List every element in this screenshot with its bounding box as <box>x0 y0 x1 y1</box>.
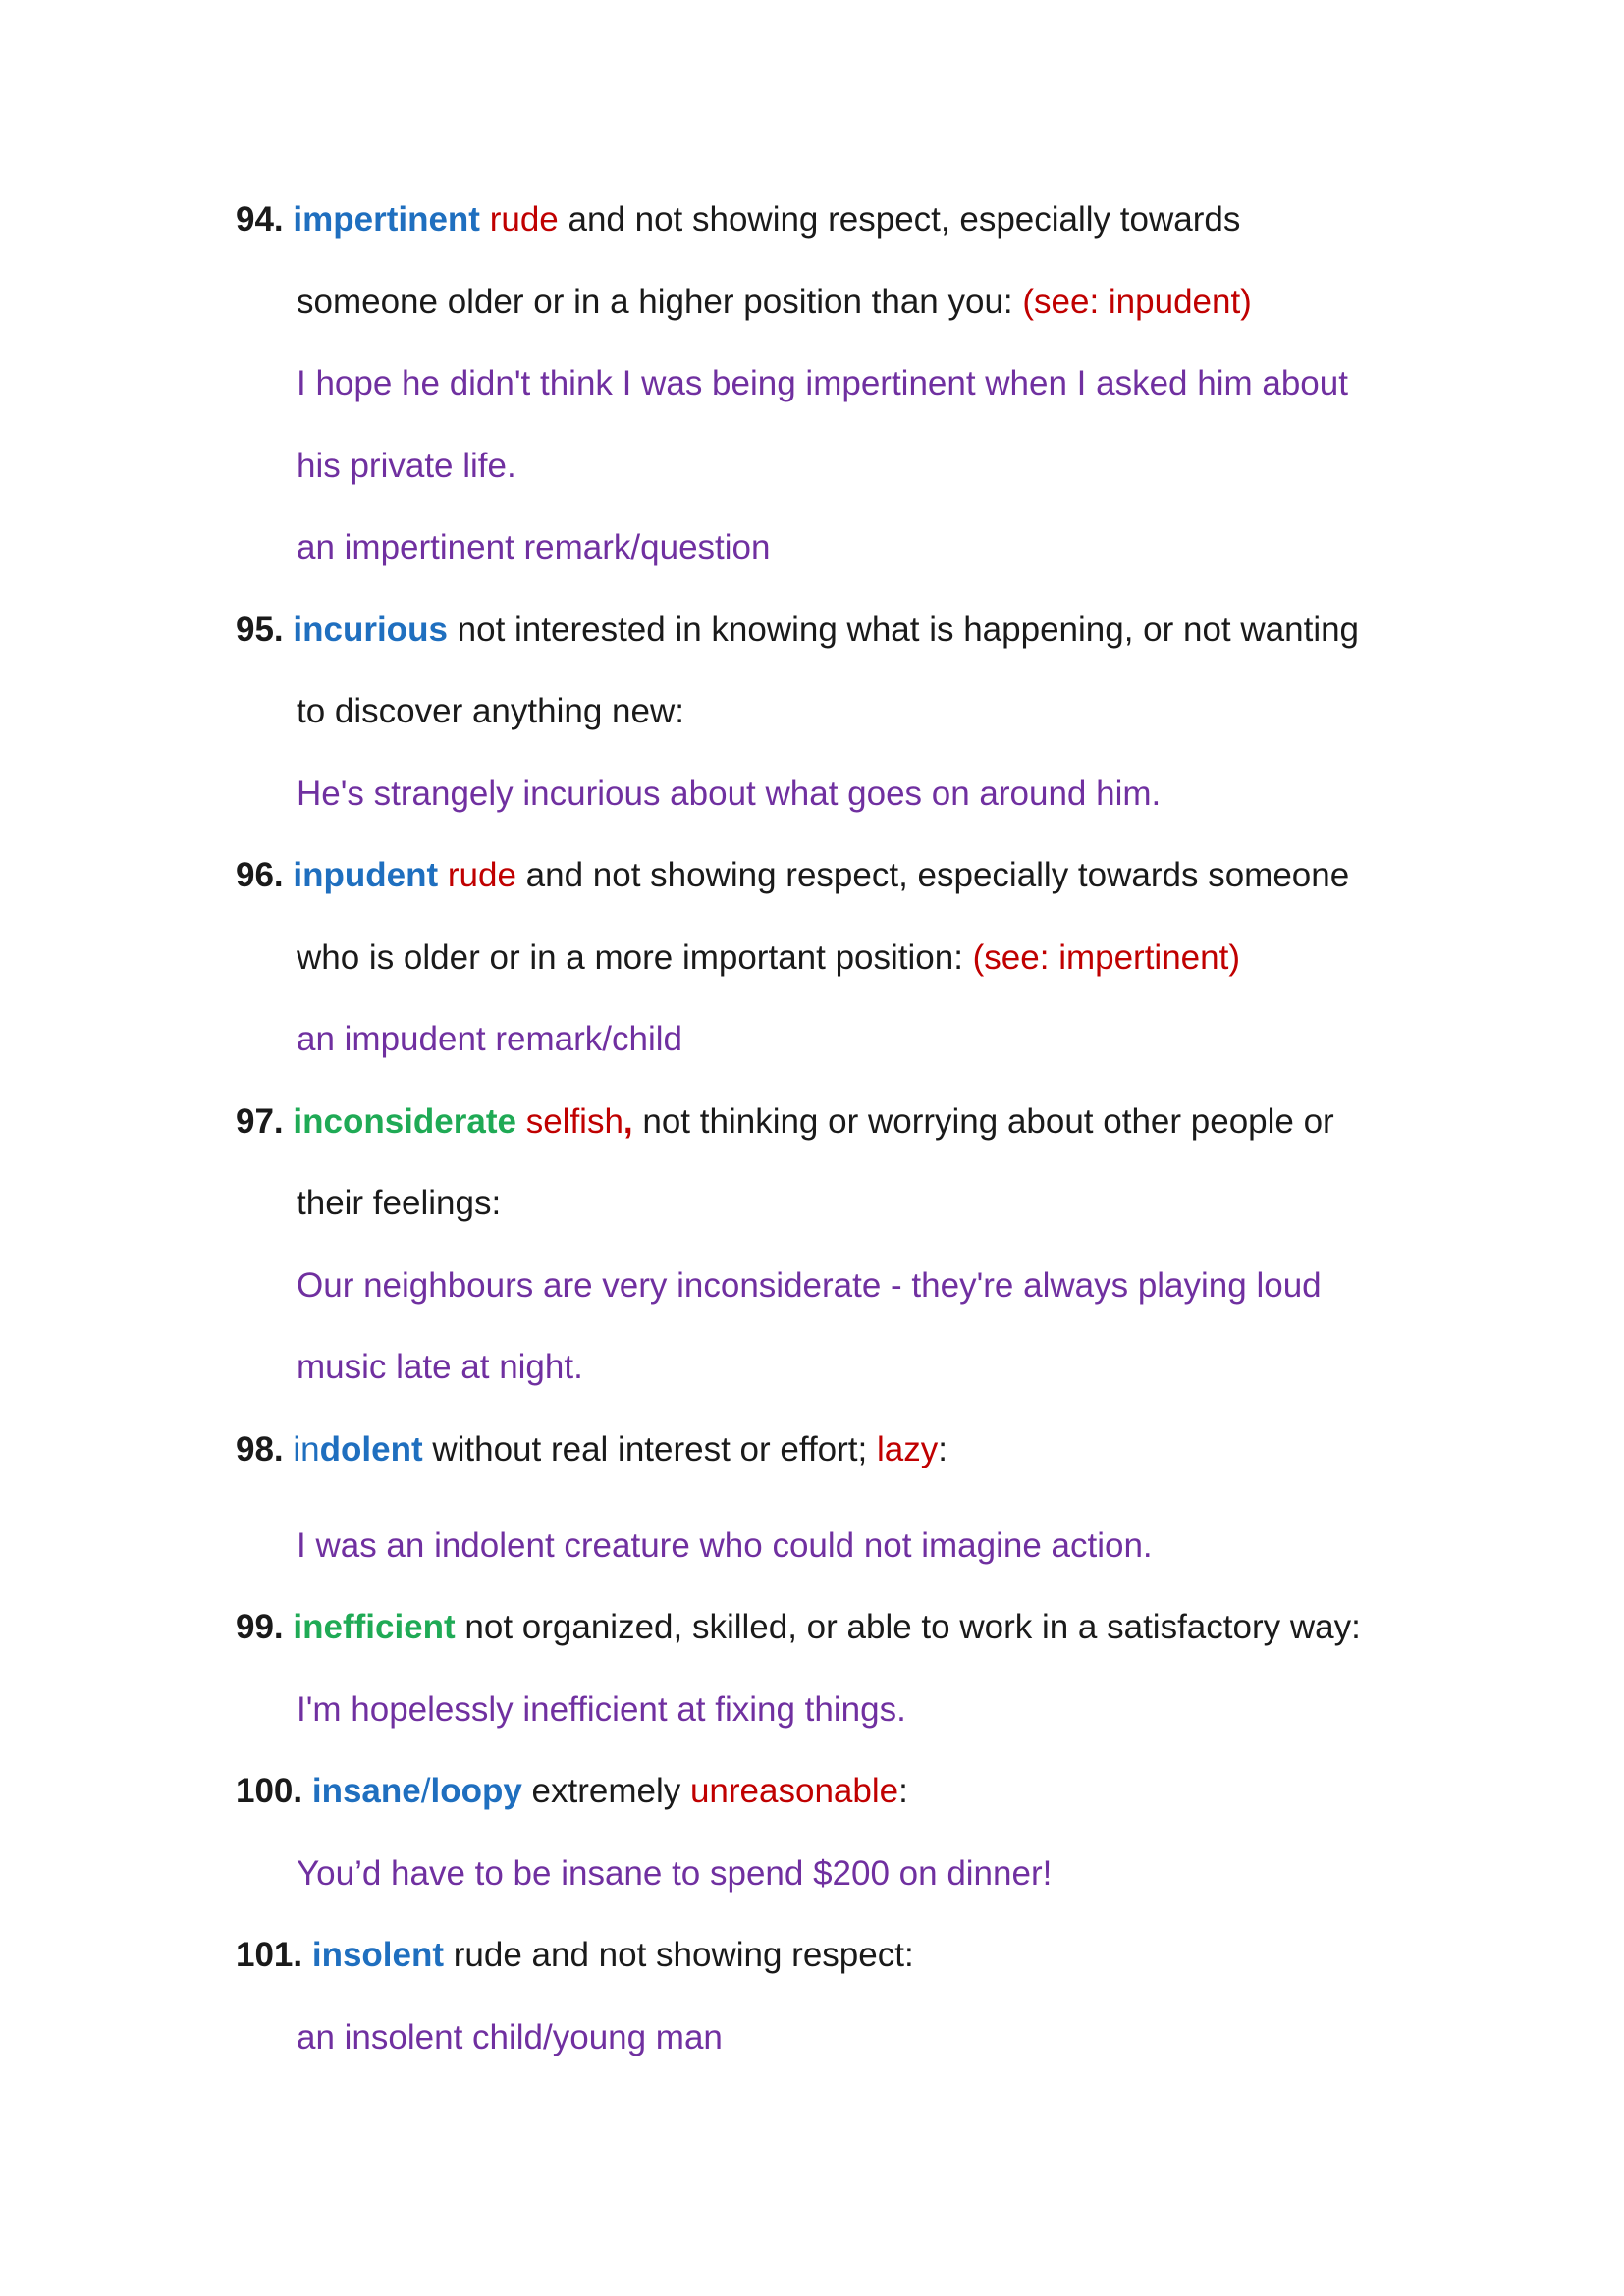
keyword-comma: , <box>623 1102 633 1141</box>
example-sentence: an impudent remark/child <box>297 1020 682 1058</box>
definition-text: and not showing respect, especially towards <box>558 200 1241 239</box>
keyword: selfish <box>525 1102 623 1141</box>
example-sentence: his private life. <box>297 447 516 485</box>
headword: impertinent <box>293 200 480 239</box>
entry-97-line-1 <box>236 1104 1334 1139</box>
headword: inconsiderate <box>293 1102 516 1141</box>
entry-101-line-1 <box>236 1938 914 1972</box>
entry-95-line-2 <box>297 694 684 728</box>
example-sentence: He's strangely incurious about what goes on around him. <box>297 774 1162 813</box>
entry-94-line-1 <box>236 202 1240 237</box>
entry-98-line-1 <box>236 1432 947 1467</box>
definition-text: who is older or in a more important position: <box>297 938 973 977</box>
headword-prefix: in <box>293 1430 320 1468</box>
entry-94-line-2 <box>297 285 1252 319</box>
headword-alt: loopy <box>430 1772 522 1810</box>
definition-text: and not showing respect, especially towards someone <box>515 856 1350 894</box>
entry-number: 96. <box>236 856 284 894</box>
definition-text: to discover anything new: <box>297 692 684 730</box>
definition-text: not organized, skilled, or able to work in a satisfactory way: <box>455 1608 1361 1646</box>
example-sentence: Our neighbours are very inconsiderate - they're always playing loud <box>297 1266 1322 1305</box>
headword: insolent <box>311 1936 445 1974</box>
entry-99-line-1 <box>236 1610 1361 1644</box>
entry-97-line-2 <box>297 1186 501 1220</box>
definition-text: someone older or in a higher position than you: <box>297 283 1023 321</box>
entry-96-line-2 <box>297 940 1240 975</box>
example-sentence: You’d have to be insane to spend $200 on dinner! <box>297 1854 1053 1893</box>
definition-text: not interested in knowing what is happening, or not wanting <box>447 611 1360 649</box>
definition-text: without real interest or effort; <box>422 1430 877 1468</box>
example-sentence: I was an indolent creature who could not imagine action. <box>297 1526 1153 1565</box>
entry-number: 101. <box>236 1936 303 1974</box>
example-sentence: I hope he didn't think I was being impertinent when I asked him about <box>297 364 1348 402</box>
example-sentence: music late at night. <box>297 1348 583 1386</box>
headword: inefficient <box>293 1608 456 1646</box>
definition-colon: : <box>898 1772 908 1810</box>
definition-text: extremely <box>521 1772 690 1810</box>
entry-number: 95. <box>236 611 284 649</box>
entry-number: 97. <box>236 1102 284 1141</box>
example-sentence: an impertinent remark/question <box>297 528 771 566</box>
headword-slash: / <box>420 1772 431 1810</box>
entry-number: 100. <box>236 1772 303 1810</box>
definition-colon: : <box>938 1430 947 1468</box>
entry-number: 94. <box>236 200 284 239</box>
definition-text: not thinking or worrying about other people or <box>632 1102 1334 1141</box>
example-sentence: an insolent child/young man <box>297 2018 723 2056</box>
headword: inpudent <box>293 856 439 894</box>
headword: dolent <box>319 1430 423 1468</box>
keyword: rude <box>489 200 559 239</box>
example-sentence: I'm hopelessly inefficient at fixing things. <box>297 1690 906 1729</box>
keyword: unreasonable <box>689 1772 899 1810</box>
entry-number: 99. <box>236 1608 284 1646</box>
entry-96-line-1 <box>236 858 1349 892</box>
see-reference: (see: impertinent) <box>972 938 1240 977</box>
entry-100-line-1 <box>236 1774 908 1808</box>
definition-text: their feelings: <box>297 1184 502 1222</box>
keyword: lazy <box>876 1430 939 1468</box>
headword: incurious <box>293 611 448 649</box>
definition-text: rude and not showing respect: <box>444 1936 914 1974</box>
entry-95-line-1 <box>236 613 1359 647</box>
headword: insane <box>311 1772 421 1810</box>
see-reference: (see: inpudent) <box>1022 283 1252 321</box>
keyword: rude <box>447 856 516 894</box>
entry-number: 98. <box>236 1430 284 1468</box>
